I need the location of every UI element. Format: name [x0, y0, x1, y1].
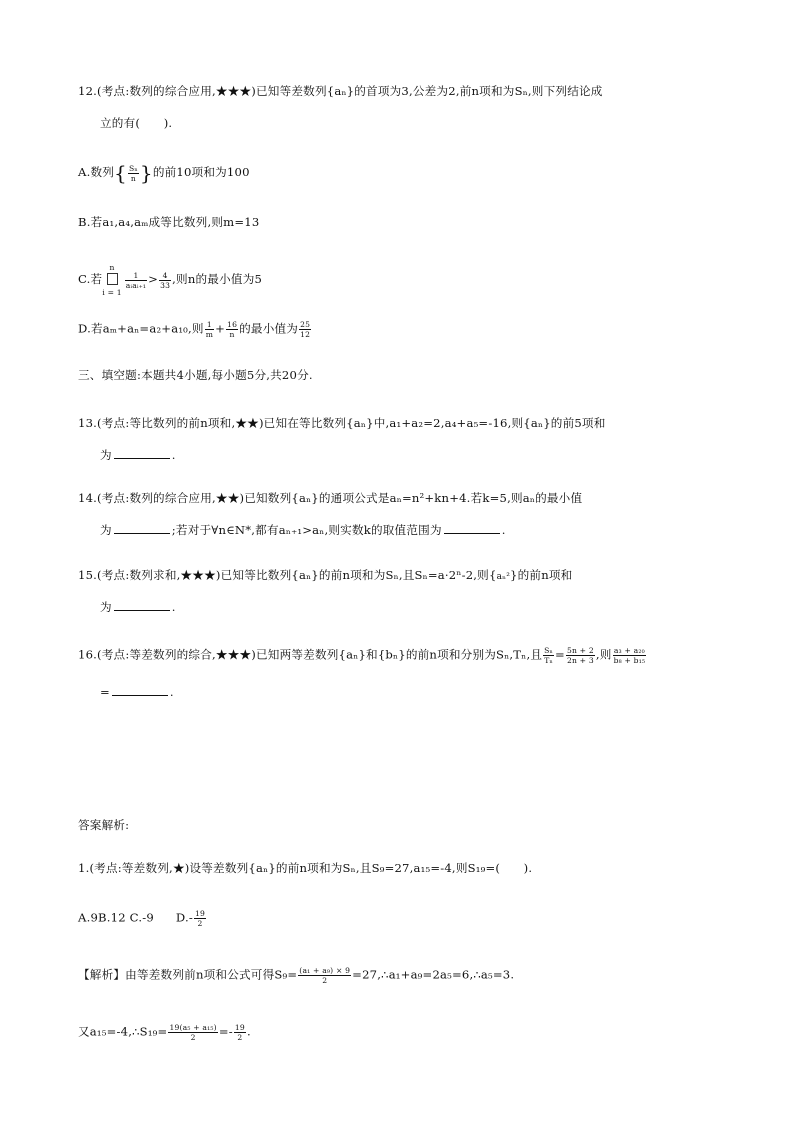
q1-options: A.9B.12 C.-9 D.- $\frac{19}{2}$ [78, 909, 206, 928]
answer-blank[interactable] [444, 521, 500, 534]
solution-line2: 又a₁₅=-4,∴S₁₉= $\frac{\text{19(a₅ + a₁₅)}}{2}$ =- $\frac{19}{2}$ . [78, 1023, 251, 1042]
solution2-result: $\frac{19}{2}$ [234, 1023, 245, 1042]
option-b: B.若a₁,a₄,aₘ成等比数列,则m=13 [78, 215, 260, 229]
q16-line1: 16.(考点:等差数列的综合,★★★)已知两等差数列{aₙ}和{bₙ}的前n项和分别为Sₙ,Tₙ,且 $\frac{\text{Sₙ}}{\text{Tₙ}}$ = $\frac{5n + 2}{2n + 3}$ ,则 $\frac{\text{a₃ + a₂₀}}{\text{b₈ + b₁₅}}$ [78, 646, 646, 665]
solution2-fraction: $\frac{\text{19(a₅ + a₁₅)}}{2}$ [169, 1023, 217, 1042]
option-a-suffix: 的前10项和为100 [152, 165, 250, 179]
q16-frac-target: $\frac{\text{a₃ + a₂₀}}{\text{b₈ + b₁₅}}$ [613, 646, 646, 665]
solution-fraction: $\frac{\text{(a₁ + a₉) × 9}}{2}$ [299, 966, 351, 985]
option-a [78, 163, 734, 183]
q14-line2: 为 ;若对于∀n∈N*,都有aₙ₊₁>aₙ,则实数k的取值范围为 . [100, 523, 506, 537]
q13-line1: 13.(考点:等比数列的前n项和,★★)已知在等比数列{aₙ}中,a₁+a₂=2,a₄+a₅=-16,则{aₙ}的前5项和 [78, 416, 606, 430]
option-c: C.若 n i = 1 $\frac{1}{\text{aᵢaᵢ₊₁}}$ > $\frac{4}{33}$ ,则n的最小值为5 [78, 263, 263, 297]
solution-line1: 【解析】由等差数列前n项和公式可得S₉= $\frac{\text{(a₁ + a₉) × 9}}{2}$ =27,∴a₁+a₉=2a₅=6,∴a₅=3. [78, 966, 515, 985]
option-a-fraction: $\frac{\text{Sₙ}}{n}$ [128, 163, 138, 183]
option-c-rhs: $\frac{4}{33}$ [160, 270, 171, 290]
option-d-answer: $\frac{25}{12}$ [300, 320, 311, 339]
option-d-frac2: $\frac{16}{n}$ [227, 320, 238, 339]
option-a-prefix: A.数列 [78, 165, 115, 179]
q16-frac-st: $\frac{\text{Sₙ}}{\text{Tₙ}}$ [544, 646, 554, 665]
section-3-heading: 三、填空题:本题共4小题,每小题5分,共20分. [78, 368, 313, 382]
summation-glyph-box [107, 273, 118, 285]
option-d: D.若aₘ+aₙ=a₂+a₁₀,则 $\frac{1}{m}$ + $\frac{16}{n}$ 的最小值为 $\frac{25}{12}$ [78, 320, 311, 339]
q1-text: 1.(考点:等差数列,★)设等差数列{aₙ}的前n项和为Sₙ,且S₉=27,a₁₅=-4,则S₁₉=( ). [78, 861, 533, 875]
option-c-fraction: $\frac{1}{\text{aᵢaᵢ₊₁}}$ [125, 270, 147, 290]
option-d-frac1: $\frac{1}{m}$ [205, 320, 214, 339]
q1-option-d-fraction: $\frac{19}{2}$ [195, 909, 206, 928]
q14-line1: 14.(考点:数列的综合应用,★★)已知数列{aₙ}的通项公式是aₙ=n²+kn+4.若k=5,则aₙ的最小值 [78, 491, 583, 505]
q13-line2: 为 . [100, 448, 176, 462]
answer-blank[interactable] [114, 521, 170, 534]
q15-line2: 为 . [100, 600, 176, 614]
q15-line1: 15.(考点:数列求和,★★★)已知等比数列{aₙ}的前n项和为Sₙ,且Sₙ=a·2ⁿ-2,则{aₙ²}的前n项和 [78, 568, 573, 582]
q16-line2: = . [100, 685, 174, 699]
q12-line2: 立的有( ). [100, 116, 173, 130]
q16-frac-ratio: $\frac{5n + 2}{2n + 3}$ [566, 646, 594, 665]
brace-left: { [114, 161, 127, 185]
answers-title: 答案解析: [78, 818, 130, 832]
q12-line1: 12.(考点:数列的综合应用,★★★)已知等差数列{aₙ}的首项为3,公差为2,前n项和为Sₙ,则下列结论成 [78, 84, 603, 98]
brace-right: } [139, 161, 153, 185]
answer-blank[interactable] [114, 446, 170, 459]
answer-blank[interactable] [114, 598, 170, 611]
summation-symbol: n i = 1 [102, 263, 122, 297]
answer-blank[interactable] [112, 683, 168, 696]
